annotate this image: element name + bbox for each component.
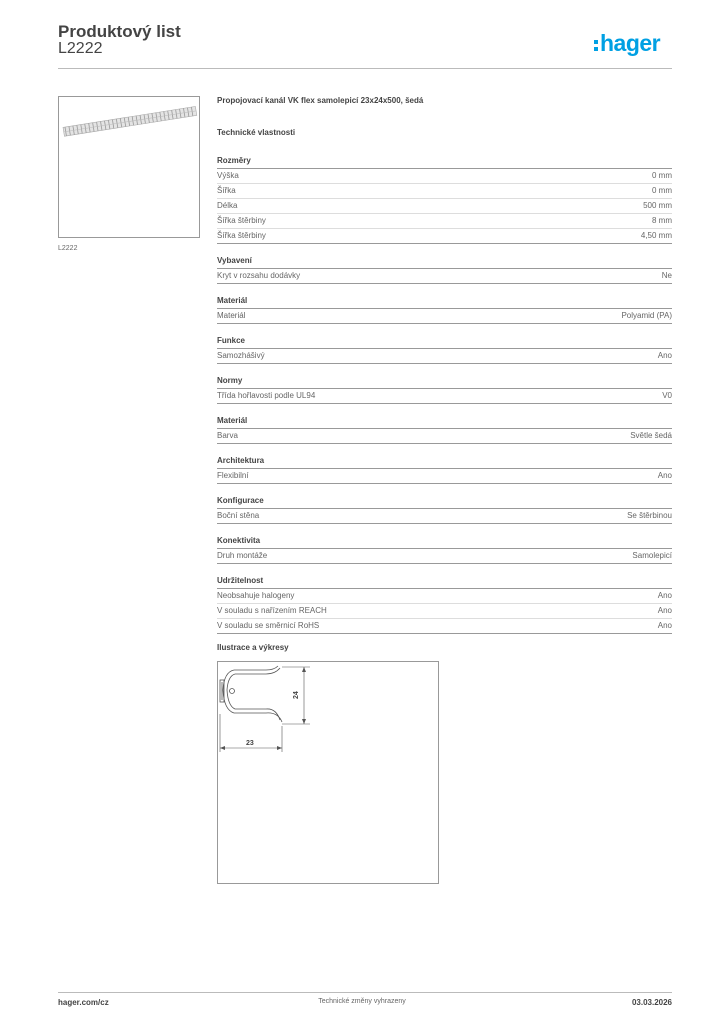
dimension-width-label: 23 — [246, 740, 254, 747]
logo-text: hager — [600, 29, 661, 56]
property-row — [217, 604, 672, 619]
logo-colon-icon — [594, 40, 598, 51]
footer-date: 03.03.2026 — [631, 998, 672, 1007]
property-label: Neobsahuje halogeny — [217, 591, 295, 600]
property-row — [217, 269, 672, 284]
section-title: Konfigurace — [217, 496, 672, 509]
property-label: Šířka — [217, 186, 236, 195]
property-value: Polyamid (PA) — [621, 311, 672, 320]
property-value: Ano — [657, 591, 672, 600]
property-value: V0 — [662, 391, 672, 400]
section-title: Materiál — [217, 416, 672, 429]
property-row — [217, 349, 672, 364]
channel-profile-drawing — [218, 662, 438, 883]
property-row — [217, 389, 672, 404]
property-label: Boční stěna — [217, 511, 260, 520]
property-row — [217, 169, 672, 184]
property-row — [217, 309, 672, 324]
property-row — [217, 619, 672, 634]
section-title: Konektivita — [217, 536, 672, 549]
property-section — [217, 296, 672, 324]
property-section — [217, 416, 672, 444]
property-value: Ano — [657, 471, 672, 480]
product-image — [58, 96, 200, 238]
property-label: Flexibilní — [217, 471, 249, 480]
property-section — [217, 536, 672, 564]
property-label: Druh montáže — [217, 551, 268, 560]
property-row — [217, 549, 672, 564]
property-value: Ano — [657, 621, 672, 630]
properties-list — [217, 156, 672, 634]
page-title: Produktový list — [58, 22, 181, 41]
property-section — [217, 256, 672, 284]
property-label: Materiál — [217, 311, 246, 320]
product-name: Propojovací kanál VK flex samolepicí 23x24x500, šedá — [217, 96, 424, 105]
section-title: Architektura — [217, 456, 672, 469]
property-value: 4,50 mm — [640, 231, 672, 240]
footer-divider — [58, 992, 672, 993]
property-section — [217, 376, 672, 404]
property-row — [217, 214, 672, 229]
property-label: V souladu s nařízením REACH — [217, 606, 327, 615]
technical-properties-heading: Technické vlastnosti — [217, 128, 296, 137]
product-details — [217, 96, 672, 634]
property-label: Délka — [217, 201, 238, 210]
section-title: Vybavení — [217, 256, 672, 269]
property-row — [217, 229, 672, 244]
property-row — [217, 589, 672, 604]
product-code: L2222 — [58, 40, 103, 57]
property-label: Samozhášivý — [217, 351, 265, 360]
property-value: Ano — [657, 351, 672, 360]
property-label: Šířka štěrbiny — [217, 216, 266, 225]
footer-disclaimer: Technické změny vyhrazeny — [318, 998, 406, 1005]
footer-website-link[interactable]: hager.com/cz — [58, 998, 109, 1007]
property-value: Ne — [661, 271, 672, 280]
section-title: Rozměry — [217, 156, 672, 169]
property-label: Šířka štěrbiny — [217, 231, 266, 240]
property-row — [217, 429, 672, 444]
section-title: Materiál — [217, 296, 672, 309]
property-row — [217, 469, 672, 484]
technical-drawing — [217, 661, 439, 884]
header-divider — [58, 68, 672, 69]
property-label: Třída hořlavosti podle UL94 — [217, 391, 316, 400]
property-section — [217, 496, 672, 524]
property-value: Světle šedá — [630, 431, 672, 440]
dimension-height-label: 24 — [293, 691, 300, 699]
property-value: Se štěrbinou — [627, 511, 672, 520]
property-value: Ano — [657, 606, 672, 615]
section-title: Udržitelnost — [217, 576, 672, 589]
cable-channel-icon — [59, 97, 199, 237]
property-value: Samolepicí — [632, 551, 672, 560]
property-value: 8 mm — [652, 216, 672, 225]
property-row — [217, 199, 672, 214]
property-section — [217, 156, 672, 244]
section-title: Funkce — [217, 336, 672, 349]
image-caption: L2222 — [58, 245, 78, 252]
property-value: 500 mm — [643, 201, 672, 210]
illustrations-heading: Ilustrace a výkresy — [217, 643, 289, 652]
property-section — [217, 336, 672, 364]
property-row — [217, 509, 672, 524]
property-row — [217, 184, 672, 199]
property-value: 0 mm — [652, 186, 672, 195]
property-label: V souladu se směrnicí RoHS — [217, 621, 320, 630]
property-label: Barva — [217, 431, 238, 440]
hager-logo[interactable] — [594, 28, 660, 58]
property-label: Výška — [217, 171, 239, 180]
property-section — [217, 576, 672, 634]
property-section — [217, 456, 672, 484]
section-title: Normy — [217, 376, 672, 389]
property-label: Kryt v rozsahu dodávky — [217, 271, 301, 280]
property-value: 0 mm — [652, 171, 672, 180]
